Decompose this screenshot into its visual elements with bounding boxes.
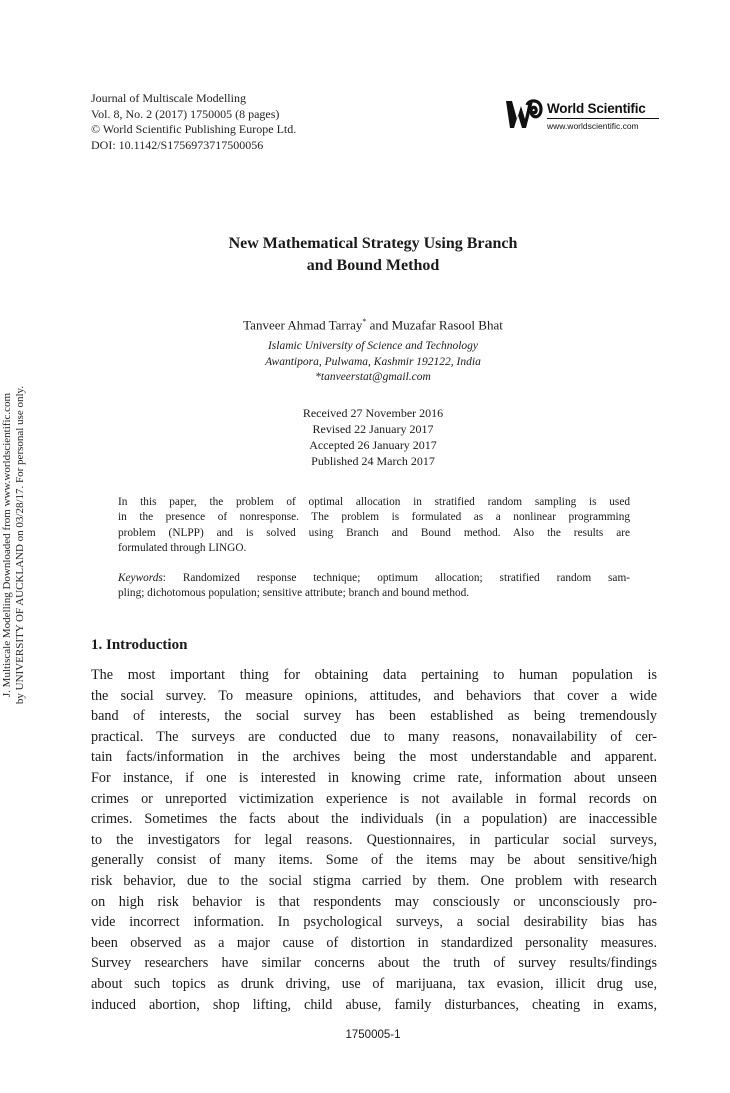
date-published: Published 24 March 2017 [311, 454, 435, 468]
body-line: induced abortion, shop lifting, child abuse, family disturbances, cheating in exams, [91, 996, 657, 1013]
body-line: generally consist of many items. Some of the items may be about sensitive/high [91, 852, 657, 869]
body-line: vide incorrect information. In psychological surveys, a social desirability bias has [91, 914, 657, 931]
body-line: tain facts/information in the archives being the most understandable and apparent. [91, 749, 657, 766]
body-line: crimes. Sometimes the facts about the individuals (in a population) are inaccessible [91, 811, 657, 828]
abstract [118, 495, 630, 557]
publisher-logo [505, 97, 665, 133]
download-note [0, 0, 28, 1093]
world-scientific-logo-icon [505, 97, 543, 131]
paper-title [0, 233, 730, 276]
body-line: on high risk behavior is that respondents may consciously or unconsciously pro- [91, 893, 657, 910]
author-1: Tanveer Ahmad Tarray [243, 317, 363, 333]
body-line: practical. The surveys are conducted due to many reasons, nonavailability of cer- [91, 728, 657, 745]
journal-name: Journal of Multiscale Modelling [91, 91, 246, 105]
body-line: band of interests, the social survey has been established as being tremendously [91, 708, 657, 725]
download-note-line-2: by UNIVERSITY OF AUCKLAND on 03/28/17. For personal use only. [14, 385, 26, 705]
body-line: The most important thing for obtaining data pertaining to human population is [91, 667, 657, 683]
body-line: the social survey. To measure opinions, attitudes, and behaviors that cover a wide [91, 687, 657, 704]
journal-volume: Vol. 8, No. 2 (2017) 1750005 (8 pages) [91, 106, 280, 121]
download-note-line-1: J. Multiscale Modelling Downloaded from www.worldscientific.com [1, 392, 13, 698]
body-line: about such topics as drunk driving, use of marijuana, tax evasion, illicit drug use, [91, 975, 657, 992]
section-heading: 1. Introduction [91, 637, 188, 653]
date-revised: Revised 22 January 2017 [312, 422, 434, 436]
body-line: crimes or unreported victimization experience is not available in formal records on [91, 790, 657, 807]
authors [0, 317, 730, 333]
author-mark: * [362, 317, 367, 326]
affiliation-email: *tanveerstat@gmail.com [315, 371, 431, 383]
keywords [118, 571, 630, 602]
history-dates [0, 405, 730, 469]
body-line: For instance, if one is interested in knowing crime rate, information about unseen [91, 769, 657, 786]
abstract-line: In this paper, the problem of optimal allocation in stratified random sampling is used [118, 496, 630, 508]
journal-info [91, 91, 296, 153]
body-line: Survey researchers have similar concerns about the truth of survey results/findings [91, 955, 657, 972]
keywords-line-1: : Randomized response technique; optimum allocation; stratified random sam- [162, 572, 630, 584]
paper-title-line-1: New Mathematical Strategy Using Branch [228, 235, 518, 252]
publisher-name: World Scientific [547, 101, 646, 116]
keywords-label: Keywords [118, 572, 163, 584]
affiliation-address: Awantipora, Pulwama, Kashmir 192122, India [265, 355, 481, 368]
abstract-line: formulated through LINGO. [118, 542, 247, 555]
body-line: to the investigators for legal reasons. Questionnaires, in particular social surveys, [91, 831, 657, 848]
date-accepted: Accepted 26 January 2017 [309, 438, 437, 452]
logo-divider [547, 118, 659, 119]
abstract-line: problem (NLPP) and is solved using Branch and Bound method. Also the results are [118, 526, 630, 539]
body-line: risk behavior, due to the social stigma carried by them. One problem with research [91, 872, 657, 889]
date-received: Received 27 November 2016 [302, 406, 444, 420]
journal-copyright: © World Scientific Publishing Europe Ltd. [91, 122, 297, 136]
paper-title-line-2: and Bound Method [306, 256, 440, 274]
affiliation-institution: Islamic University of Science and Technology [267, 340, 479, 352]
publisher-url: www.worldscientific.com [547, 121, 639, 131]
page-number: 1750005-1 [345, 1029, 401, 1041]
journal-doi: DOI: 10.1142/S1756973717500056 [91, 137, 264, 152]
affiliation [0, 339, 730, 386]
abstract-line: in the presence of nonresponse. The problem is formulated as a nonlinear programming [118, 511, 630, 524]
author-2: and Muzafar Rasool Bhat [366, 317, 503, 333]
body-line: been observed as a major cause of distortion in standardized personality measures. [91, 934, 657, 951]
keywords-line-2: pling; dichotomous population; sensitive attribute; branch and bound method. [118, 587, 470, 600]
body-paragraph [91, 665, 657, 1015]
